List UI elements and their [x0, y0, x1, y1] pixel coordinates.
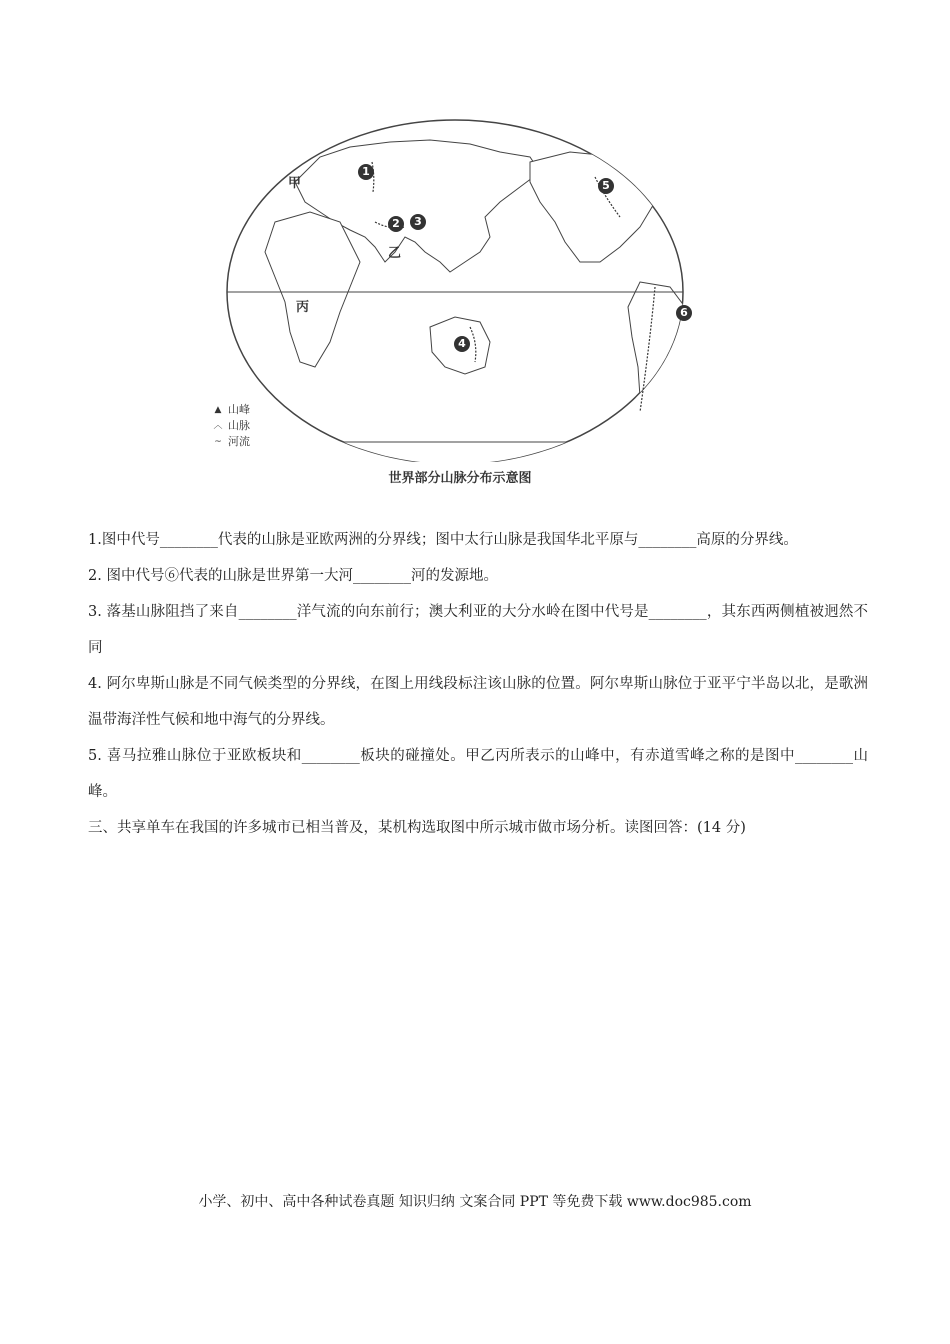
label-bing: 丙 [296, 300, 310, 315]
question-list [88, 522, 868, 846]
mountain-range-icon: ︿ [213, 421, 223, 431]
question-2: 2. 图中代号⑥代表的山脉是世界第一大河________河的发源地。 [88, 568, 498, 584]
map-graphic [200, 112, 720, 462]
legend-peak-label: 山峰 [228, 403, 250, 416]
legend-river-label: 河流 [228, 435, 250, 448]
marker-4: 4 [454, 336, 470, 352]
marker-3: 3 [410, 214, 426, 230]
marker-1: 1 [358, 164, 374, 180]
river-icon: ~ [214, 437, 222, 447]
legend-peak [212, 402, 250, 418]
label-yi: 乙 [388, 246, 402, 261]
page-footer: 小学、初中、高中各种试卷真题 知识归纳 文案合同 PPT 等免费下载 www.doc985.com [198, 1194, 752, 1210]
legend-range-label: 山脉 [228, 419, 250, 432]
question-5: 5. 喜马拉雅山脉位于亚欧板块和________板块的碰撞处。甲乙丙所表示的山峰中，有赤道雪峰之称的是图中________山峰。 [88, 748, 868, 800]
figure-caption: 世界部分山脉分布示意图 [388, 471, 532, 486]
legend-river [212, 434, 250, 450]
world-mountain-map [200, 112, 720, 492]
question-1: 1.图中代号________代表的山脉是亚欧两洲的分界线；图中太行山脉是我国华北平原与________高原的分界线。 [88, 532, 798, 548]
section-3-heading: 三、共享单车在我国的许多城市已相当普及，某机构选取图中所示城市做市场分析。读图回答：(14 分) [88, 820, 746, 836]
marker-2: 2 [388, 216, 404, 232]
question-3: 3. 落基山脉阻挡了来自________洋气流的向东前行；澳大利亚的大分水岭在图中代号是________，其东西两侧植被迥然不同 [88, 604, 868, 656]
legend-range [212, 418, 250, 434]
map-legend [212, 402, 250, 450]
question-4: 4. 阿尔卑斯山脉是不同气候类型的分界线，在图上用线段标注该山脉的位置。阿尔卑斯山脉位于亚平宁半岛以北，是歌洲温带海洋性气候和地中海气的分界线。 [88, 676, 868, 728]
peak-icon: ▲ [214, 405, 222, 415]
marker-6: 6 [676, 305, 692, 321]
marker-5: 5 [598, 178, 614, 194]
label-jia: 甲 [288, 176, 302, 191]
